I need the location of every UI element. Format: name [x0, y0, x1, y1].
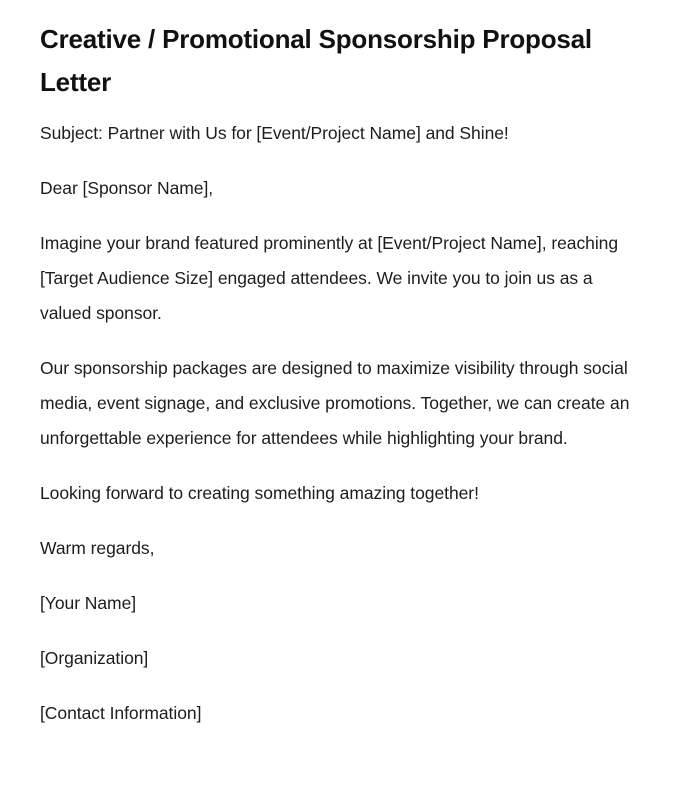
letter-body: [40, 116, 630, 731]
opening-paragraph: Imagine your brand featured prominently at [Event/Project Name], reaching [Target Audience Size] engaged attendees. We invite you to join us as a valued sponsor.: [40, 233, 619, 323]
signature-name: [Your Name]: [40, 593, 137, 613]
signature-organization: [Organization]: [40, 648, 149, 668]
sign-off: Warm regards,: [40, 538, 155, 558]
salutation: Dear [Sponsor Name],: [40, 178, 214, 198]
closing-paragraph: Looking forward to creating something amazing together!: [40, 483, 479, 503]
page-title: Creative / Promotional Sponsorship Proposal Letter: [40, 24, 592, 97]
packages-paragraph: Our sponsorship packages are designed to maximize visibility through social media, event signage, and exclusive promotions. Together, we can create an unforgettable experience for attendees while highlighting your brand.: [40, 358, 630, 448]
subject-line: Subject: Partner with Us for [Event/Project Name] and Shine!: [40, 123, 509, 143]
signature-contact: [Contact Information]: [40, 703, 202, 723]
